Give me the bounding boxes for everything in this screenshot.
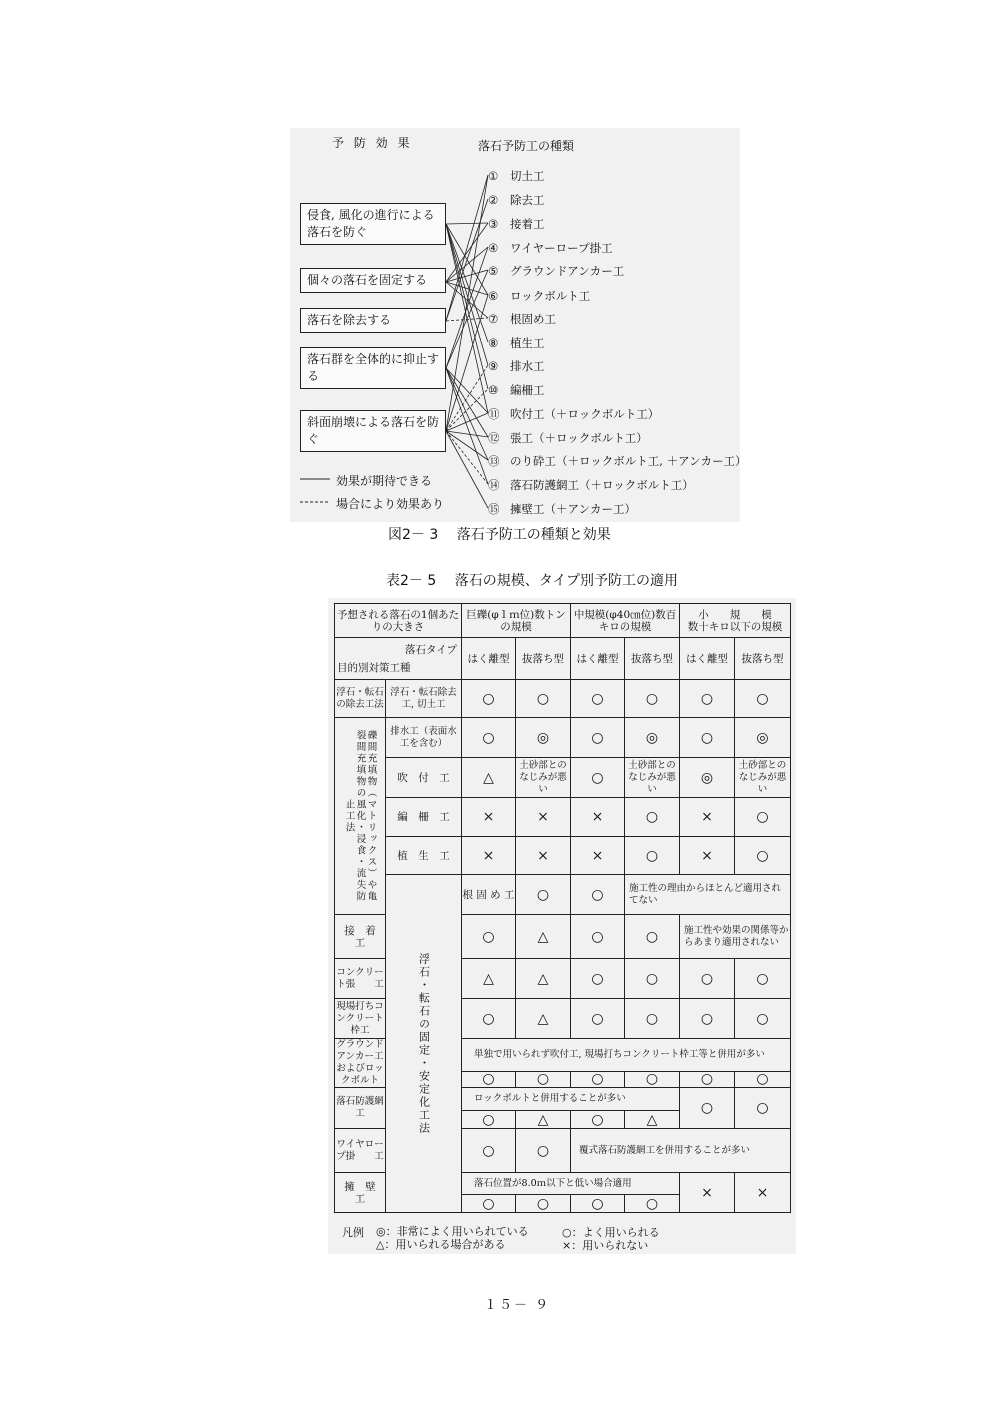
work-item: ⑤ グラウンドアンカー工 [488, 264, 625, 278]
cell: × [516, 798, 571, 837]
cell: × [680, 837, 735, 875]
cell: × [462, 798, 516, 837]
row-name: 排水工（表面水工を含む） [386, 718, 462, 758]
figure-caption: 図2－ 3 落石予防工の種類と効果 [388, 527, 611, 543]
legend-cross: ×：用いられない [562, 1239, 649, 1252]
scale-small: 小 規 模 数十キロ以下の規模 [680, 604, 791, 638]
cell: ○ [625, 837, 680, 875]
cell: ○ [735, 1088, 791, 1129]
legend-circle: ○：よく用いられる [562, 1226, 660, 1239]
cell: × [571, 798, 625, 837]
cell: △ [516, 959, 571, 999]
legend-double: ◎：非常によく用いられている [376, 1225, 529, 1238]
cell: △ [625, 1111, 680, 1129]
cell: ○ [571, 999, 625, 1039]
cell: ○ [625, 999, 680, 1039]
cell: △ [462, 959, 516, 999]
type-peel: はく離型 [571, 638, 625, 680]
cell: × [680, 798, 735, 837]
work-item: ⑨ 排水工 [488, 359, 545, 373]
cell-note: ロックボルトと併用することが多い [462, 1088, 680, 1111]
cell: △ [516, 915, 571, 959]
row-name: 落石防護網工 [335, 1088, 386, 1129]
cell: ○ [462, 1071, 516, 1087]
work-item: ⑩ 編柵工 [488, 383, 545, 397]
work-item: ⑭ 落石防護網工（＋ロックボルト工） [488, 478, 694, 492]
row-name: 擁 壁 工 [335, 1173, 386, 1213]
cell: ○ [625, 1195, 680, 1213]
cell: ○ [462, 1195, 516, 1213]
cell: ○ [462, 680, 516, 718]
work-item: ⑬ のり砕工（＋ロックボルト工, ＋アンカー工） [488, 454, 747, 468]
cell: ◎ [680, 758, 735, 798]
row-name: 編 柵 工 [386, 798, 462, 837]
cell: ○ [735, 1071, 791, 1087]
cell-note: 土砂部とのなじみが悪い [516, 758, 571, 798]
cell-note: 土砂部とのなじみが悪い [735, 758, 791, 798]
cell-note: 施工性や効果の関係等からあまり適用されない [680, 915, 791, 959]
cell: ○ [516, 875, 571, 915]
corner-type: 落石タイプ 目的別対策工種 [335, 638, 462, 680]
cell-note: 単独で用いられず吹付工, 現場打ちコンクリート枠工等と併用が多い [462, 1039, 791, 1072]
work-item: ⑥ ロックボルト工 [488, 289, 591, 303]
figure-header-works: 落石予防工の種類 [478, 139, 575, 153]
type-pull: 抜落ち型 [516, 638, 571, 680]
cell: △ [516, 999, 571, 1039]
cell: ○ [735, 959, 791, 999]
cell: × [462, 837, 516, 875]
legend-triangle: △：用いられる場合がある [376, 1238, 506, 1251]
cell: ○ [516, 1071, 571, 1087]
row-name: 接 着 工 [335, 915, 386, 959]
work-item: ⑫ 張工（＋ロックボルト工） [488, 431, 648, 445]
cell-note: 土砂部とのなじみが悪い [625, 758, 680, 798]
work-item: ⑪ 吹付工（＋ロックボルト工） [488, 407, 660, 421]
cell: ○ [735, 680, 791, 718]
cell: × [735, 1173, 791, 1213]
cell: ○ [462, 915, 516, 959]
row-name: コンクリート張 工 [335, 959, 386, 999]
cell: ○ [735, 798, 791, 837]
table-caption: 表2－ 5 落石の規模、タイプ別予防工の適用 [386, 573, 679, 589]
legend-dashed-label: 場合により効果あり [336, 497, 445, 511]
row-name: ワイヤロープ掛 工 [335, 1129, 386, 1173]
cell: ○ [680, 718, 735, 758]
cell: × [516, 837, 571, 875]
cell: ○ [680, 680, 735, 718]
cell: × [680, 1173, 735, 1213]
cell: ○ [516, 1195, 571, 1213]
cell: ○ [571, 915, 625, 959]
effect-box-erosion: 侵食, 風化の進行による落石を防ぐ [300, 203, 446, 245]
cell: ○ [571, 758, 625, 798]
type-pull: 抜落ち型 [625, 638, 680, 680]
cell: ○ [462, 718, 516, 758]
effect-box-slope: 斜面崩壊による落石を防ぐ [300, 410, 446, 452]
cell-note: 覆式落石防護網工を併用することが多い [571, 1129, 791, 1173]
group-removal: 浮石・転石の除去工法 [335, 680, 386, 718]
cell: ○ [516, 680, 571, 718]
work-item: ② 除去工 [488, 193, 545, 207]
cell: ○ [571, 1071, 625, 1087]
cell: ○ [680, 959, 735, 999]
work-item: ⑧ 植生工 [488, 336, 545, 350]
cell: ○ [625, 680, 680, 718]
connection-lines [0, 0, 992, 560]
cell: ○ [516, 1129, 571, 1173]
cell: ◎ [516, 718, 571, 758]
work-item: ③ 接着工 [488, 217, 545, 231]
cell-note: 施工性の理由からほとんど適用されてない [625, 875, 791, 915]
cell: ○ [571, 680, 625, 718]
type-pull: 抜落ち型 [735, 638, 791, 680]
cell: ○ [735, 999, 791, 1039]
cell: ○ [625, 959, 680, 999]
cell: ○ [680, 999, 735, 1039]
cell: × [571, 837, 625, 875]
cell: ○ [571, 875, 625, 915]
cell: ○ [625, 798, 680, 837]
cell: ○ [462, 1111, 516, 1129]
row-name: 現場打ちコンクリート枠工 [335, 999, 386, 1039]
cell: ○ [571, 959, 625, 999]
cell: ○ [462, 999, 516, 1039]
row-name: グラウンドアンカー工およびロックボルト [336, 1039, 384, 1086]
cell: △ [516, 1111, 571, 1129]
cell: ○ [680, 1088, 735, 1129]
cell: ◎ [735, 718, 791, 758]
cell: △ [462, 758, 516, 798]
page-number: １５－ ９ [484, 1298, 551, 1313]
row-name: 根 固 め 工 [462, 875, 516, 915]
cell: ○ [625, 1071, 680, 1087]
effect-box-fix: 個々の落石を固定する [300, 268, 446, 293]
work-item: ④ ワイヤーロープ掛工 [488, 241, 613, 255]
row-name: 浮石・転石除去工, 切土工 [386, 680, 462, 718]
cell: ○ [625, 915, 680, 959]
group-erosion: 礫間充填物（マトリックス）や亀裂間充填物の風化・浸食・流失防止工法 [335, 718, 386, 915]
type-peel: はく離型 [462, 638, 516, 680]
application-table [334, 603, 791, 1213]
effect-box-restrain: 落石群を全体的に抑止する [300, 347, 446, 389]
work-item: ⑮ 擁壁工（＋アンカー工） [488, 502, 637, 516]
type-peel: はく離型 [680, 638, 735, 680]
cell: ○ [571, 1111, 625, 1129]
cell-note: 落石位置が8.0ｍ以下と低い場合適用 [462, 1173, 680, 1195]
cell: ○ [680, 1071, 735, 1087]
work-item: ① 切土工 [488, 169, 545, 183]
figure-header-effect: 予 防 効 果 [332, 136, 413, 150]
row-name: 吹 付 工 [386, 758, 462, 798]
cell: ○ [571, 718, 625, 758]
cell: ○ [462, 1129, 516, 1173]
scale-large: 巨礫(φ１ｍ位)数トンの規模 [462, 604, 571, 638]
corner-size: 予想される落石の1個あたりの大きさ [335, 604, 462, 638]
cell: ○ [735, 837, 791, 875]
legend-label: 凡例 [342, 1226, 364, 1239]
effect-box-remove: 落石を除去する [300, 308, 446, 333]
row-name: 植 生 工 [386, 837, 462, 875]
cell: ◎ [625, 718, 680, 758]
group-fixing: 浮石・転石の固定・安定化工法 [386, 875, 462, 1213]
legend-solid-label: 効果が期待できる [336, 474, 433, 488]
work-item: ⑦ 根固め工 [488, 312, 556, 326]
scale-medium: 中規模(φ40㎝位)数百キロの規模 [571, 604, 680, 638]
cell: ○ [571, 1195, 625, 1213]
